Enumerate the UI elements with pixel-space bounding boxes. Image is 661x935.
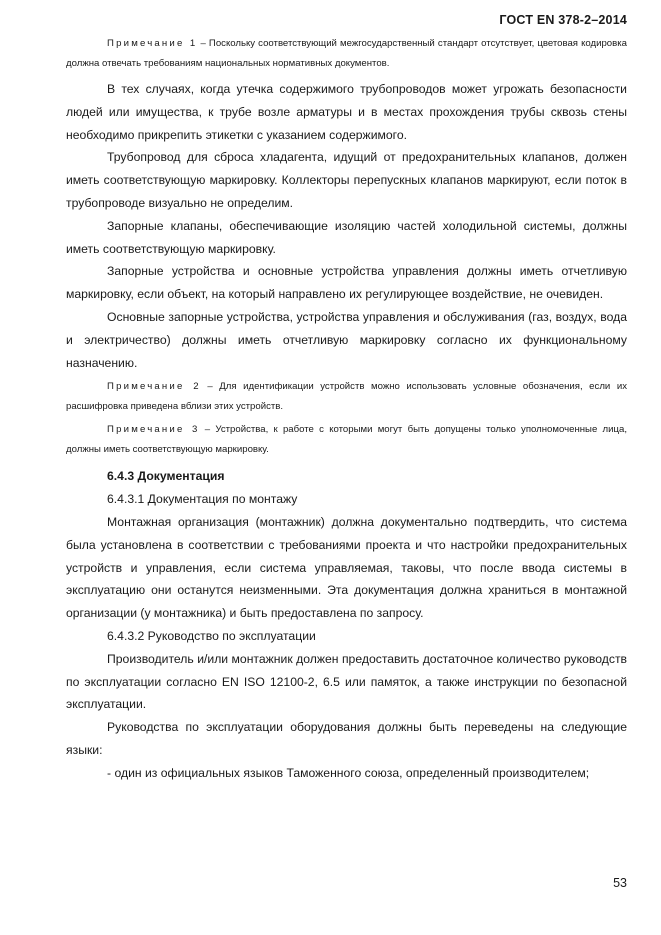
page-number: 53 [613,876,627,890]
note-1 [66,34,627,74]
page-content [66,34,627,785]
paragraph-shutoff-devices: Запорные устройства и основные устройства управления должны иметь отчетливую маркировку, если объект, на который направлено их регулирующее воздействие, не очевиден. [66,264,627,302]
note-3-label: Примечание 3 [107,424,200,436]
paragraph-manuals-languages: Руководства по эксплуатации оборудования должны быть переведены на следующие языки: [66,720,627,757]
paragraph-main-devices: Основные запорные устройства, устройства управления и обслуживания (газ, воздух, вода и электричество) должны иметь отчетливую маркировку согласно их функциональному назначению. [66,309,627,370]
paragraph-shutoff-valves: Запорные клапаны, обеспечивающие изоляцию частей холодильной системы, должны иметь соответствующую маркировку. [66,218,627,256]
note-2-text: – Для идентификации устройств можно использовать условные обозначения, если их расшифровка приведена вблизи этих устройств. [66,381,627,413]
paragraph-manuals-quantity: Производитель и/или монтажник должен предоставить достаточное количество руководств по эксплуатации согласно EN ISO 12100-2, 6.5 или памяток, а также инструкции по безопасной эксплуатации. [66,651,627,712]
note-3-text: – Устройства, к работе с которыми могут быть допущены только уполномоченные лица, должны иметь соответствующую маркировку. [66,424,627,456]
list-item-language: - один из официальных языков Таможенного союза, определенный производителем; [107,765,590,780]
note-3 [66,420,627,460]
section-heading-documentation: 6.4.3 Документация [107,469,225,484]
note-1-label: Примечание 1 [107,38,198,49]
note-2 [66,377,627,417]
paragraph-installation-docs: Монтажная организация (монтажник) должна документально подтвердить, что система была установлена в соответствии с требованиями проекта и что настройки предохранительных устройств и управления, если система управляемая, таковы, что после ввода системы в эксплуатацию они останутся неизменными. Эта документация должна храниться в монтажной организации (у монтажника) и быть предоставлена по запросу. [66,514,627,621]
paragraph-labels-pipes: В тех случаях, когда утечка содержимого трубопроводов может угрожать безопасности людей или имущества, к трубе возле арматуры и в местах прохождения трубы сквозь стены необходимо прикрепить этикетки с указанием содержимого. [66,82,627,142]
note-2-label: Примечание 2 [107,381,201,393]
note-1-text: – Поскольку соответствующий межгосударственный стандарт отсутствует, цветовая кодировка должна отвечать требованиям национальных нормативных документов. [66,38,627,69]
subsection-heading-manual: 6.4.3.2 Руководство по эксплуатации [107,628,316,643]
paragraph-relief-pipe: Трубопровод для сброса хладагента, идущий от предохранительных клапанов, должен иметь соответствующую маркировку. Коллекторы перепускных клапанов маркируют, если поток в трубопроводе визуально не определим. [66,150,627,210]
subsection-heading-installation: 6.4.3.1 Документация по монтажу [107,492,298,507]
document-id: ГОСТ EN 378-2–2014 [499,13,627,27]
